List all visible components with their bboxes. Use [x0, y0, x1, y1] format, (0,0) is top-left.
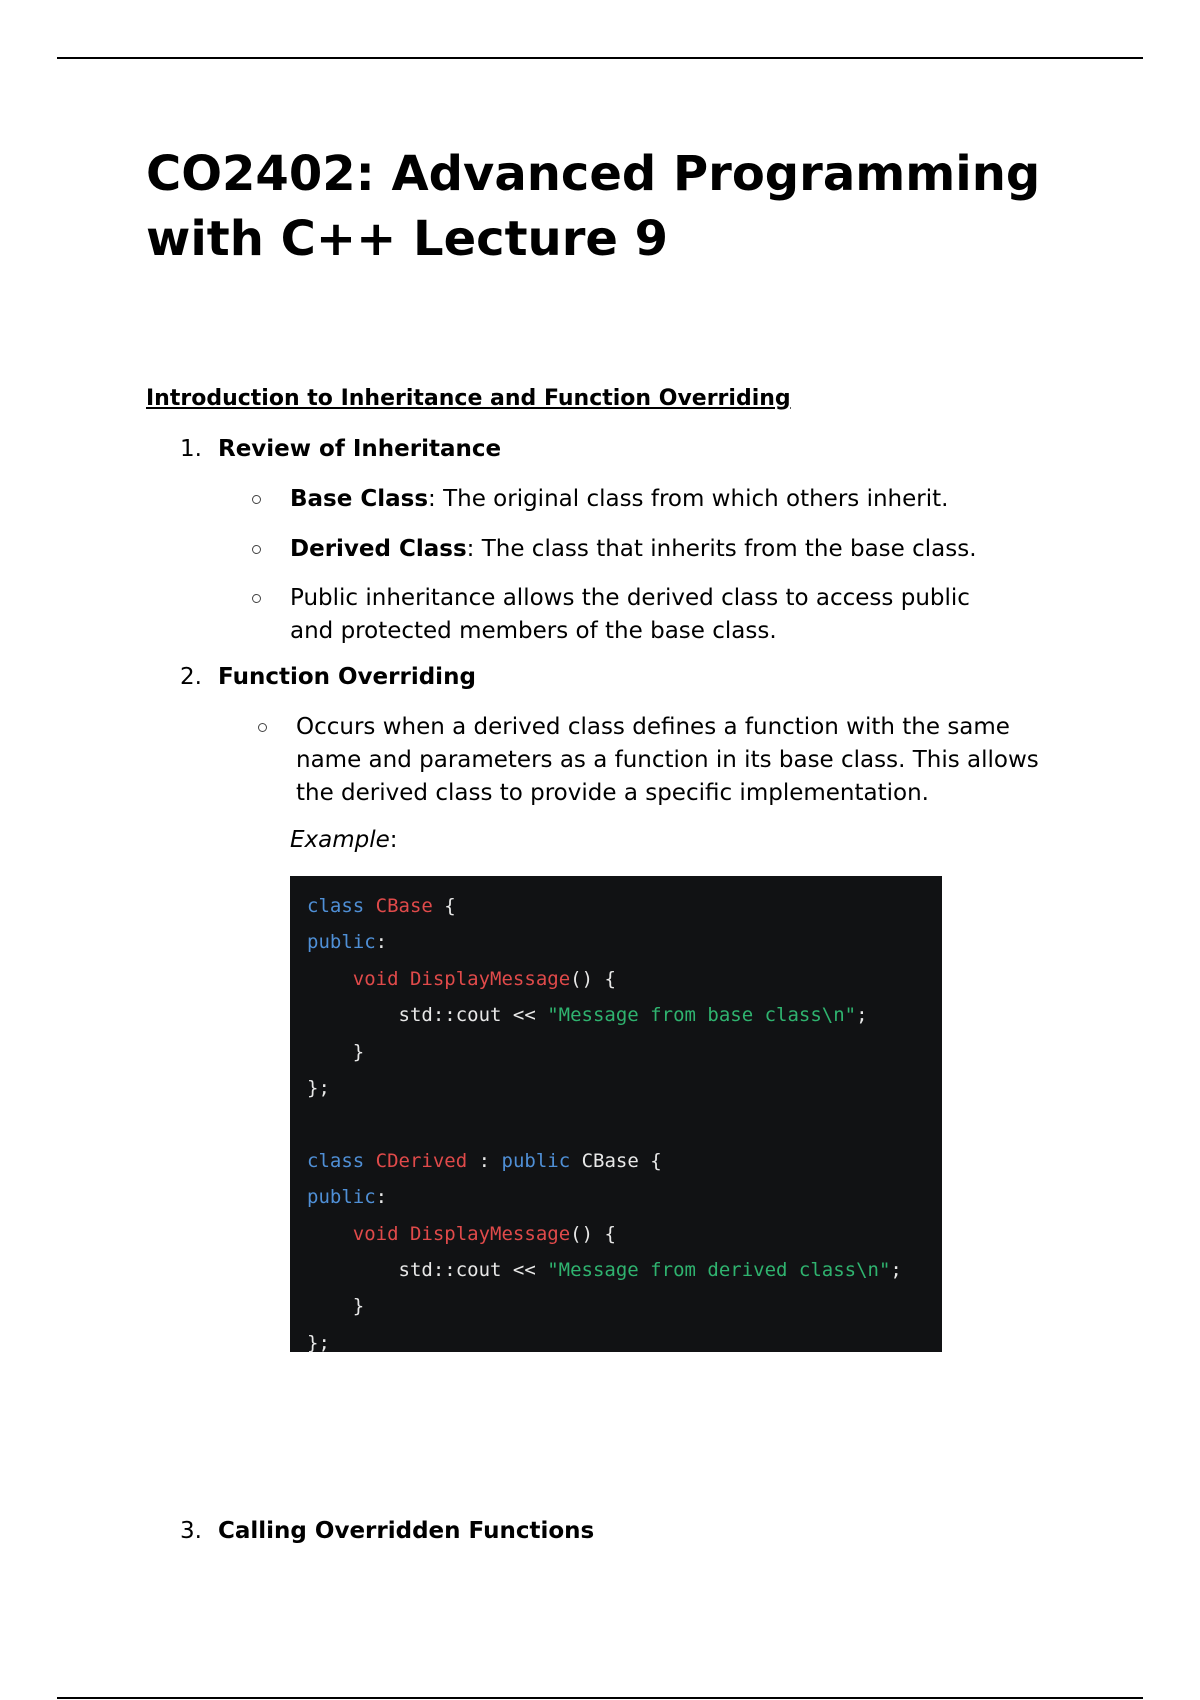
list-label: Review of Inheritance: [218, 436, 502, 462]
bottom-rule: [57, 1697, 1143, 1699]
circle-bullet-icon: [252, 545, 261, 554]
code-line: };: [307, 1331, 330, 1354]
list-label: Function Overriding: [218, 664, 476, 690]
page-title: CO2402: Advanced Programming with C++ Lecture 9: [146, 146, 1041, 267]
list-item-calling-overridden-functions: [180, 1518, 594, 1544]
code-line: void DisplayMessage() {: [352, 1222, 616, 1245]
top-rule: [57, 57, 1143, 59]
definition: : The original class from which others inherit.: [428, 486, 949, 512]
list-item-function-overriding: [180, 664, 476, 690]
code-line: class CBase {: [307, 895, 456, 917]
code-line: std::cout << "Message from base class\n";: [398, 1004, 868, 1027]
code-line: void DisplayMessage() {: [352, 967, 616, 990]
code-block: [290, 876, 942, 1352]
circle-bullet-icon: [258, 723, 267, 732]
circle-bullet-icon: [252, 495, 261, 504]
bullet-text: Occurs when a derived class defines a function with the same name and parameters as a function in its base class. This allows the derived class to provide a specific implementation.: [296, 714, 1039, 806]
definition: : The class that inherits from the base class.: [466, 536, 977, 562]
section-heading: Introduction to Inheritance and Function Overriding: [146, 386, 791, 411]
list-number: 3.: [180, 1518, 202, 1544]
example-label: Example:: [290, 827, 398, 853]
list-number: 2.: [180, 664, 202, 690]
code-line: };: [307, 1076, 330, 1099]
code-line: public:: [307, 1186, 388, 1209]
code-line: public:: [307, 931, 388, 954]
list-item-review-of-inheritance: [180, 436, 501, 462]
list-label: Calling Overridden Functions: [218, 1518, 595, 1544]
term: Derived Class: [290, 536, 467, 562]
code-line: std::cout << "Message from derived class\n";: [398, 1258, 902, 1281]
circle-bullet-icon: [252, 594, 261, 603]
list-number: 1.: [180, 436, 202, 462]
code-line: [307, 1106, 942, 1142]
term: Base Class: [290, 486, 429, 512]
code-line: }: [352, 1295, 365, 1318]
code-line: class CDerived : public CBase {: [307, 1149, 662, 1172]
bullet-text: Public inheritance allows the derived class to access public and protected members of the base class.: [290, 585, 970, 644]
code-line: }: [352, 1040, 365, 1063]
